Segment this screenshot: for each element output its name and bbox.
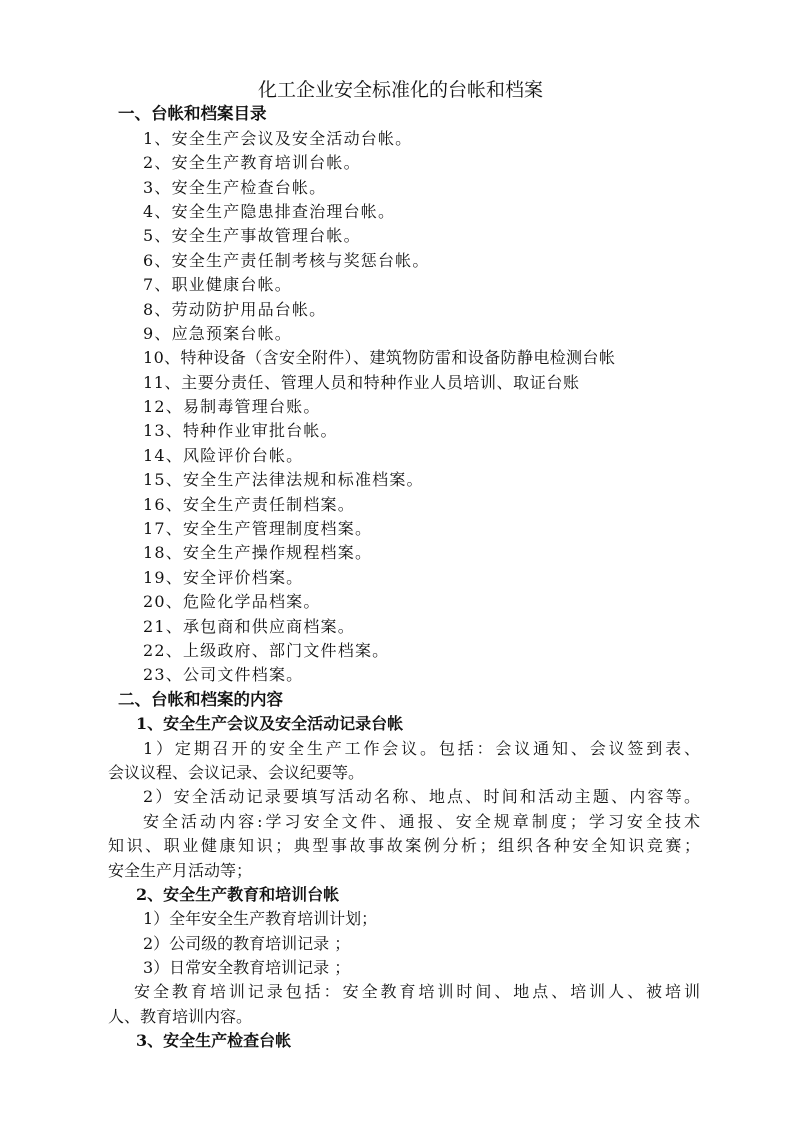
paragraph-line: 安全生产月活动等； xyxy=(108,860,253,880)
subsection-heading-training: 2、安全生产教育和培训台帐 xyxy=(136,884,340,904)
list-item: 4、安全生产隐患排查治理台帐。 xyxy=(143,201,396,221)
paragraph-line: 安全活动内容:学习安全文件、通报、安全规章制度；学习安全技术 xyxy=(143,811,700,831)
list-item: 7、职业健康台帐。 xyxy=(143,275,292,295)
paragraph-line: 会议议程、会议记录、会议纪要等。 xyxy=(108,762,365,782)
subsection-heading-meetings: 1、安全生产会议及安全活动记录台帐 xyxy=(136,714,404,734)
list-item: 15、安全生产法律法规和标准档案。 xyxy=(143,470,424,490)
list-item: 9、应急预案台帐。 xyxy=(143,323,292,343)
list-item: 8、劳动防护用品台帐。 xyxy=(143,299,327,319)
list-item: 21、承包商和供应商档案。 xyxy=(143,616,355,636)
paragraph-line: 1）定期召开的安全生产工作会议。包括：会议通知、会议签到表、 xyxy=(143,738,700,758)
list-item: 17、安全生产管理制度档案。 xyxy=(143,519,373,539)
list-item: 18、安全生产操作规程档案。 xyxy=(143,543,373,563)
list-item: 11、主要分责任、管理人员和特种作业人员培训、取证台账 xyxy=(143,372,580,392)
list-item: 19、安全评价档案。 xyxy=(143,567,304,587)
paragraph-line: 2）安全活动记录要填写活动名称、地点、时间和活动主题、内容等。 xyxy=(143,787,700,807)
list-item: 2、安全生产教育培训台帐。 xyxy=(143,153,361,173)
paragraph-line: 人、教育培训内容。 xyxy=(108,1006,253,1026)
list-item: 13、特种作业审批台帐。 xyxy=(143,421,338,441)
section-heading-catalog: 一、台帐和档案目录 xyxy=(118,104,267,124)
catalog-list xyxy=(0,127,793,688)
subsection-heading-inspection: 3、安全生产检查台帐 xyxy=(136,1031,292,1051)
list-item: 20、危险化学品档案。 xyxy=(143,592,321,612)
list-item: 22、上级政府、部门文件档案。 xyxy=(143,640,390,660)
document-page xyxy=(0,78,793,1054)
list-item: 23、公司文件档案。 xyxy=(143,665,304,685)
list-item: 1、安全生产会议及安全活动台帐。 xyxy=(143,128,413,148)
section-heading-content: 二、台帐和档案的内容 xyxy=(118,689,283,709)
paragraph-line: 安全教育培训记录包括：安全教育培训时间、地点、培训人、被培训 xyxy=(134,982,700,1002)
paragraph-line: 3）日常安全教育培训记录 ； xyxy=(143,958,351,978)
paragraph-line: 2）公司级的教育培训记录 ； xyxy=(143,933,351,953)
list-item: 14、风险评价台帐。 xyxy=(143,445,304,465)
list-item: 6、安全生产责任制考核与奖惩台帐。 xyxy=(143,250,430,270)
paragraph-line: 1）全年安全生产教育培训计划； xyxy=(143,909,378,929)
list-item: 3、安全生产检查台帐。 xyxy=(143,177,327,197)
list-item: 16、安全生产责任制档案。 xyxy=(143,494,355,514)
paragraph-line: 知识、职业健康知识；典型事故事故案例分析；组织各种安全知识竞赛； xyxy=(108,836,700,856)
list-item: 5、安全生产事故管理台帐。 xyxy=(143,226,361,246)
list-item: 12、易制毒管理台账。 xyxy=(143,397,321,417)
list-item: 10、特种设备（含安全附件）、建筑物防雷和设备防静电检测台帐 xyxy=(143,348,616,368)
document-title: 化工企业安全标准化的台帐和档案 xyxy=(257,79,543,101)
